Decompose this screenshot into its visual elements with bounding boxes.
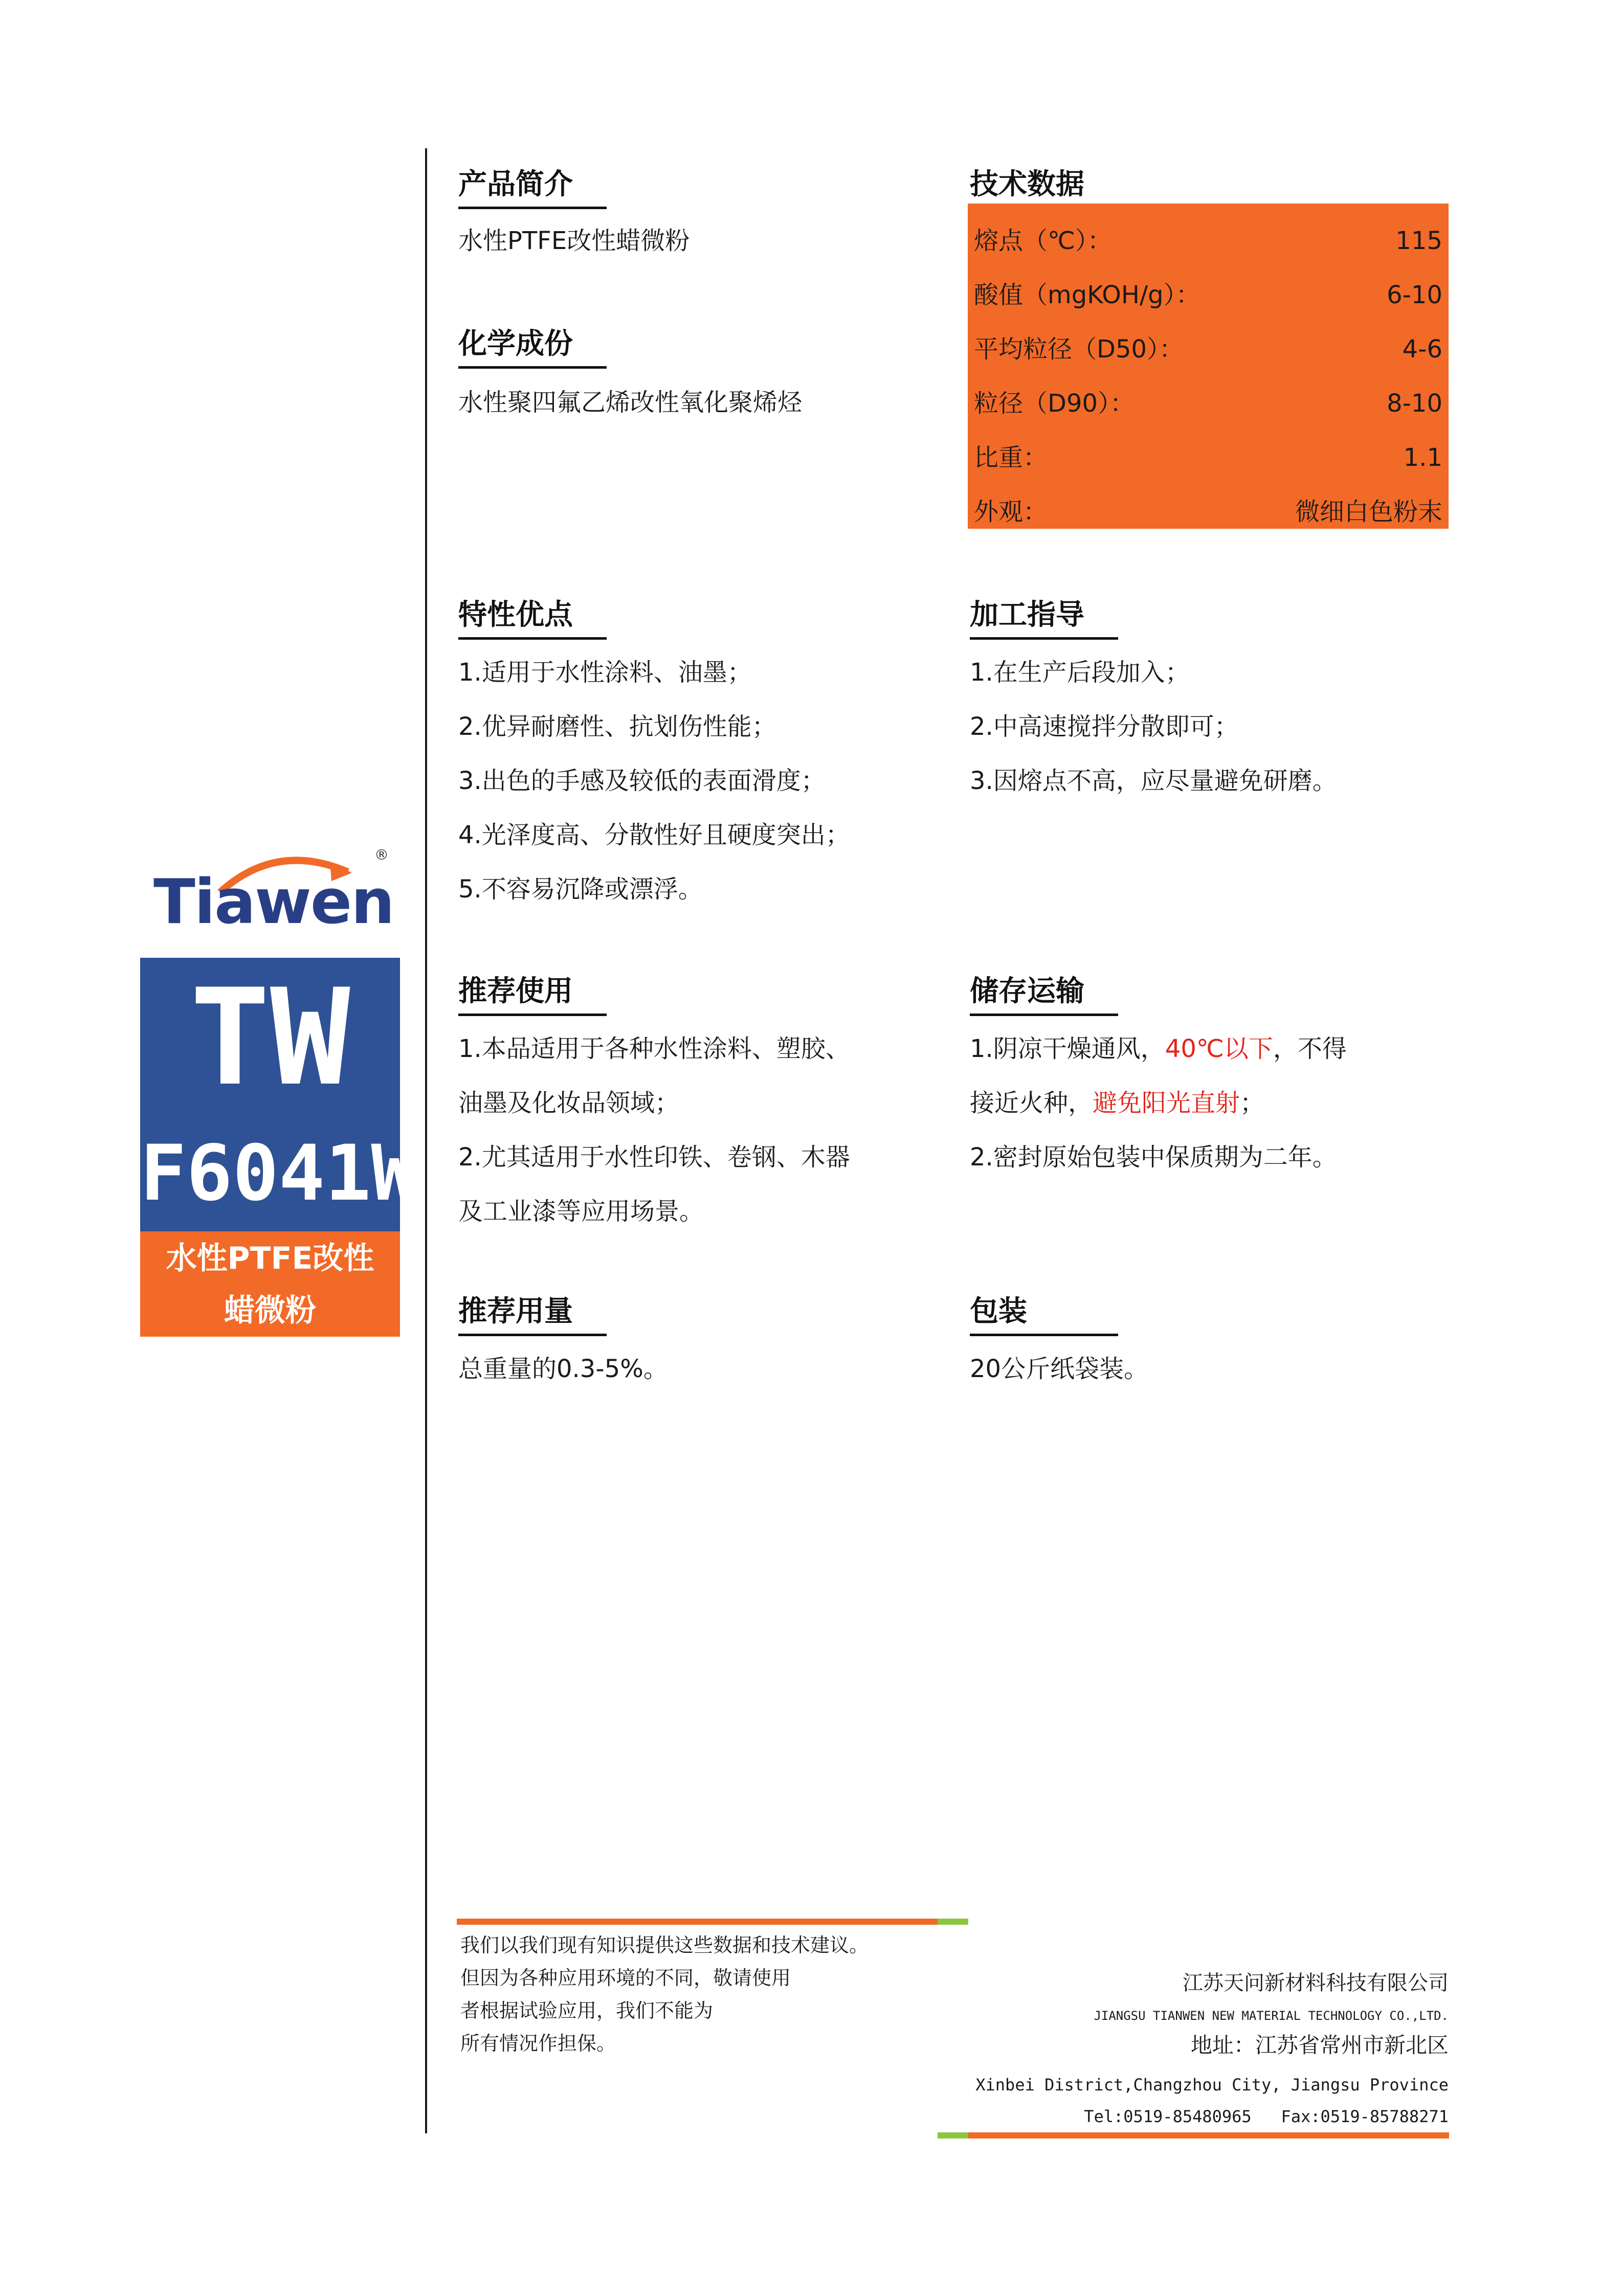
tech-row (974, 214, 1442, 268)
company-name-cn: 江苏天问新材料科技有限公司 (1183, 1971, 1449, 1995)
footer-bar-top (457, 1919, 938, 1925)
disclaimer-line: 但因为各种应用环境的不同，敬请使用 (460, 1967, 791, 1989)
tech-row (974, 268, 1442, 322)
brand-code: TW (190, 961, 350, 1115)
address-en: Xinbei District,Changzhou City, Jiangsu Province (975, 2075, 1449, 2095)
tech-label: 熔点（℃）： (974, 227, 1112, 255)
logo-text: Tiawen (153, 867, 394, 938)
features-heading: 特性优点 (458, 593, 607, 640)
composition-heading: 化学成份 (458, 322, 607, 369)
usage-line: 1.本品适用于各种水性涂料、塑胶、 (458, 1034, 850, 1063)
storage-text: 1.阴凉干燥通风， (970, 1034, 1165, 1063)
processing-item: 1.在生产后段加入； (970, 658, 1190, 687)
intro-heading: 产品简介 (458, 163, 607, 209)
tech-value: 115 (1395, 227, 1442, 255)
usage-line: 2.尤其适用于水性印铁、卷钢、木器 (458, 1143, 850, 1172)
tech-value: 1.1 (1403, 443, 1442, 472)
storage-text: ，不得 (1273, 1034, 1347, 1063)
usage-line: 及工业漆等应用场景。 (458, 1197, 704, 1226)
tech-label: 粒径（D90）： (974, 389, 1135, 418)
contact-info: Tel:0519-85480965 Fax:0519-85788271 (1084, 2107, 1449, 2126)
disclaimer-line: 我们以我们现有知识提供这些数据和技术建议。 (460, 1934, 869, 1956)
packaging-text: 20公斤纸袋装。 (970, 1355, 1149, 1383)
usage-heading: 推荐使用 (458, 970, 607, 1016)
dosage-text: 总重量的0.3-5%。 (458, 1355, 668, 1383)
processing-item: 3.因熔点不高，应尽量避免研磨。 (970, 767, 1337, 795)
tech-value: 微细白色粉末 (1295, 498, 1442, 526)
storage-text: 接近火种， (970, 1089, 1093, 1117)
tech-value: 6-10 (1387, 281, 1442, 309)
storage-warning: 40℃以下 (1165, 1034, 1273, 1063)
storage-line: 2.密封原始包装中保质期为二年。 (970, 1143, 1337, 1172)
feature-item: 2.优异耐磨性、抗划伤性能； (458, 712, 776, 741)
storage-warning: 避免阳光直射 (1093, 1089, 1240, 1117)
tech-label: 比重： (974, 443, 1048, 472)
tech-label: 外观： (974, 498, 1048, 526)
tech-value: 4-6 (1402, 335, 1442, 364)
disclaimer-line: 者根据试验应用，我们不能为 (460, 1999, 714, 2022)
storage-text: ； (1240, 1089, 1265, 1117)
feature-item: 5.不容易沉降或漂浮。 (458, 875, 703, 904)
feature-item: 3.出色的手感及较低的表面滑度； (458, 767, 826, 795)
storage-line (970, 1076, 1264, 1130)
company-name-en: JIANGSU TIANWEN NEW MATERIAL TECHNOLOGY CO.,LTD. (1094, 2009, 1449, 2023)
tech-row (974, 322, 1442, 376)
brand-subtitle-line1: 水性PTFE改性 (166, 1241, 374, 1276)
company-logo (153, 846, 394, 949)
packaging-heading: 包装 (970, 1290, 1118, 1336)
usage-line: 油墨及化妆品领域； (458, 1089, 680, 1117)
footer-bar-bottom (968, 2132, 1449, 2139)
address-cn: 地址：江苏省常州市新北区 (1190, 2033, 1449, 2058)
processing-heading: 加工指导 (970, 593, 1118, 640)
disclaimer-line: 所有情况作担保。 (460, 2032, 616, 2055)
intro-text: 水性PTFE改性蜡微粉 (458, 227, 690, 255)
divider-line (425, 148, 427, 2133)
registered-mark: ® (374, 846, 389, 863)
storage-heading: 储存运输 (970, 970, 1118, 1016)
tech-row (974, 376, 1442, 431)
tech-value: 8-10 (1387, 389, 1442, 418)
tech-heading: 技术数据 (970, 163, 1118, 209)
dosage-heading: 推荐用量 (458, 1290, 607, 1336)
tech-row (974, 431, 1442, 485)
feature-item: 1.适用于水性涂料、油墨； (458, 658, 752, 687)
composition-text: 水性聚四氟乙烯改性氧化聚烯烃 (458, 388, 803, 417)
processing-item: 2.中高速搅拌分散即可； (970, 712, 1239, 741)
storage-line (970, 1022, 1347, 1076)
tech-label: 平均粒径（D50）： (974, 335, 1184, 364)
tech-label: 酸值（mgKOH/g）： (974, 281, 1200, 309)
brand-subtitle-line2: 蜡微粉 (224, 1293, 316, 1329)
footer-bar-bottom-accent (938, 2132, 968, 2139)
feature-item: 4.光泽度高、分散性好且硬度突出； (458, 821, 850, 849)
footer-bar-top-accent (938, 1919, 968, 1925)
tech-row (974, 485, 1442, 539)
product-model: F6041W (140, 1129, 417, 1218)
